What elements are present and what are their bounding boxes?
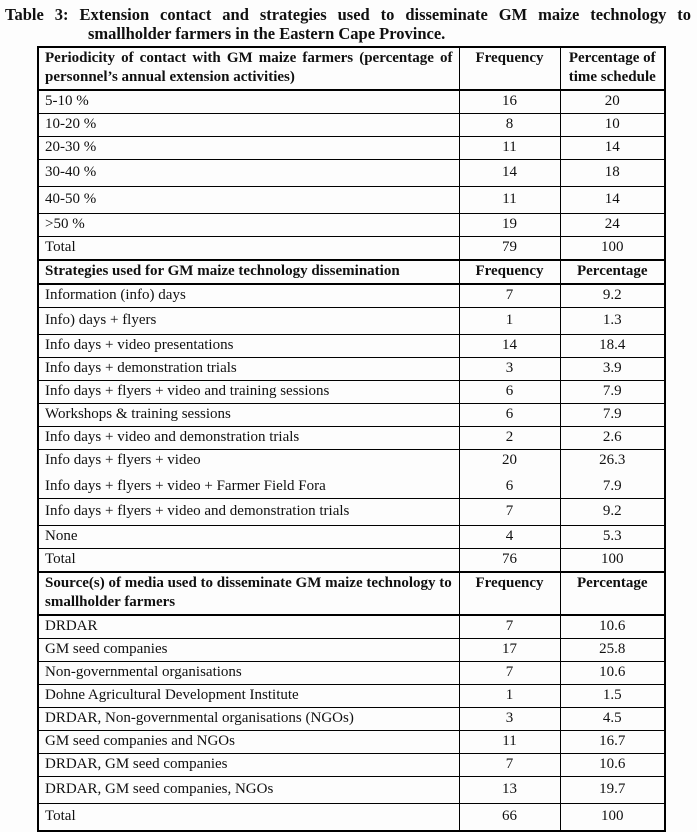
frequency-cell: 20: [459, 450, 560, 477]
frequency-header: Frequency: [459, 47, 560, 90]
percentage-cell: 3.9: [560, 358, 665, 381]
table-row: [38, 777, 665, 804]
percentage-cell: 26.3: [560, 450, 665, 477]
frequency-cell: 19: [459, 214, 560, 237]
row-label-cell: Info days + flyers + video: [38, 450, 459, 477]
frequency-cell: 14: [459, 160, 560, 187]
frequency-cell: 3: [459, 358, 560, 381]
percentage-cell: 1.5: [560, 685, 665, 708]
row-label-cell: 5-10 %: [38, 90, 459, 114]
frequency-cell: 7: [459, 615, 560, 639]
row-label-cell: Dohne Agricultural Development Institute: [38, 685, 459, 708]
frequency-cell: 6: [459, 404, 560, 427]
row-label-cell: Info days + demonstration trials: [38, 358, 459, 381]
frequency-cell: 13: [459, 777, 560, 804]
row-label-cell: Total: [38, 237, 459, 261]
row-label-cell: 20-30 %: [38, 137, 459, 160]
frequency-cell: 17: [459, 639, 560, 662]
percentage-header: Percentage: [560, 260, 665, 284]
percentage-cell: 9.2: [560, 284, 665, 308]
table-row: [38, 615, 665, 639]
row-label-cell: Info days + video presentations: [38, 335, 459, 358]
percentage-cell: 25.8: [560, 639, 665, 662]
table-row: [38, 381, 665, 404]
table-row: [38, 137, 665, 160]
percentage-cell: 14: [560, 187, 665, 214]
table-row: [38, 662, 665, 685]
percentage-cell: 24: [560, 214, 665, 237]
row-label-cell: DRDAR: [38, 615, 459, 639]
row-label-cell: DRDAR, Non-governmental organisations (NGOs): [38, 708, 459, 731]
table-caption-text: Extension contact and strategies used to disseminate GM maize technology to: [79, 5, 691, 24]
table-row: [38, 499, 665, 526]
percentage-cell: 14: [560, 137, 665, 160]
row-label-cell: DRDAR, GM seed companies: [38, 754, 459, 777]
percentage-cell: 7.9: [560, 476, 665, 499]
percentage-cell: 18.4: [560, 335, 665, 358]
frequency-cell: 7: [459, 662, 560, 685]
frequency-cell: 16: [459, 90, 560, 114]
row-label-cell: Info days + flyers + video + Farmer Field Fora: [38, 476, 459, 499]
table-row: [38, 731, 665, 754]
percentage-cell: 10.6: [560, 754, 665, 777]
row-label-cell: Info days + flyers + video and demonstration trials: [38, 499, 459, 526]
frequency-header: Frequency: [459, 572, 560, 615]
row-label-cell: >50 %: [38, 214, 459, 237]
table-row: [38, 284, 665, 308]
frequency-cell: 79: [459, 237, 560, 261]
percentage-cell: 7.9: [560, 381, 665, 404]
table-row: [38, 404, 665, 427]
frequency-cell: 14: [459, 335, 560, 358]
extension-contact-table: [37, 46, 666, 832]
frequency-header: Frequency: [459, 260, 560, 284]
table-row-total: [38, 549, 665, 573]
percentage-header: Percentage of time schedule: [560, 47, 665, 90]
frequency-cell: 7: [459, 499, 560, 526]
table-row: [38, 90, 665, 114]
row-label-cell: Info days + video and demonstration trials: [38, 427, 459, 450]
table-caption-label: Table 3:: [5, 5, 69, 24]
table-row: [38, 526, 665, 549]
percentage-cell: 7.9: [560, 404, 665, 427]
row-label-cell: Info days + flyers + video and training sessions: [38, 381, 459, 404]
row-label-cell: None: [38, 526, 459, 549]
frequency-cell: 66: [459, 804, 560, 832]
percentage-cell: 10.6: [560, 662, 665, 685]
table-row: [38, 427, 665, 450]
row-label-cell: GM seed companies: [38, 639, 459, 662]
percentage-cell: 10.6: [560, 615, 665, 639]
percentage-cell: 19.7: [560, 777, 665, 804]
row-label-cell: Workshops & training sessions: [38, 404, 459, 427]
frequency-cell: 7: [459, 754, 560, 777]
row-label-cell: 10-20 %: [38, 114, 459, 137]
table-row: [38, 187, 665, 214]
frequency-cell: 3: [459, 708, 560, 731]
table-row: [38, 476, 665, 499]
percentage-cell: 20: [560, 90, 665, 114]
row-label-cell: DRDAR, GM seed companies, NGOs: [38, 777, 459, 804]
table-row: [38, 160, 665, 187]
section-label: Strategies used for GM maize technology dissemination: [38, 260, 459, 284]
table-row: [38, 214, 665, 237]
table-row-total: [38, 804, 665, 832]
section-label: Periodicity of contact with GM maize farmers (percentage of personnel’s annual extension activities): [38, 47, 459, 90]
table-row: [38, 335, 665, 358]
frequency-cell: 11: [459, 137, 560, 160]
frequency-cell: 7: [459, 284, 560, 308]
percentage-cell: 5.3: [560, 526, 665, 549]
row-label-cell: Non-governmental organisations: [38, 662, 459, 685]
row-label-cell: 40-50 %: [38, 187, 459, 214]
frequency-cell: 11: [459, 731, 560, 754]
section-label: Source(s) of media used to disseminate GM maize technology to smallholder farmers: [38, 572, 459, 615]
table-row: [38, 358, 665, 381]
percentage-cell: 100: [560, 549, 665, 573]
table-row: [38, 114, 665, 137]
percentage-cell: 1.3: [560, 308, 665, 335]
row-label-cell: Info) days + flyers: [38, 308, 459, 335]
frequency-cell: 11: [459, 187, 560, 214]
frequency-cell: 1: [459, 685, 560, 708]
section-header-periodicity: [38, 47, 665, 90]
percentage-header: Percentage: [560, 572, 665, 615]
table-caption-line2: smallholder farmers in the Eastern Cape Province.: [88, 24, 446, 43]
row-label-cell: GM seed companies and NGOs: [38, 731, 459, 754]
frequency-cell: 76: [459, 549, 560, 573]
table-caption-line1: [5, 5, 691, 24]
table-row: [38, 685, 665, 708]
percentage-cell: 18: [560, 160, 665, 187]
table-row: [38, 308, 665, 335]
section-header-sources: [38, 572, 665, 615]
table-row-total: [38, 237, 665, 261]
percentage-cell: 4.5: [560, 708, 665, 731]
table-row: [38, 639, 665, 662]
row-label-cell: Information (info) days: [38, 284, 459, 308]
table-row: [38, 450, 665, 477]
row-label-cell: 30-40 %: [38, 160, 459, 187]
row-label-cell: Total: [38, 804, 459, 832]
percentage-cell: 16.7: [560, 731, 665, 754]
percentage-cell: 9.2: [560, 499, 665, 526]
row-label-cell: Total: [38, 549, 459, 573]
frequency-cell: 2: [459, 427, 560, 450]
frequency-cell: 1: [459, 308, 560, 335]
table-row: [38, 754, 665, 777]
percentage-cell: 2.6: [560, 427, 665, 450]
frequency-cell: 4: [459, 526, 560, 549]
percentage-cell: 100: [560, 804, 665, 832]
frequency-cell: 6: [459, 381, 560, 404]
frequency-cell: 6: [459, 476, 560, 499]
section-header-strategies: [38, 260, 665, 284]
table-row: [38, 708, 665, 731]
percentage-cell: 100: [560, 237, 665, 261]
frequency-cell: 8: [459, 114, 560, 137]
percentage-cell: 10: [560, 114, 665, 137]
